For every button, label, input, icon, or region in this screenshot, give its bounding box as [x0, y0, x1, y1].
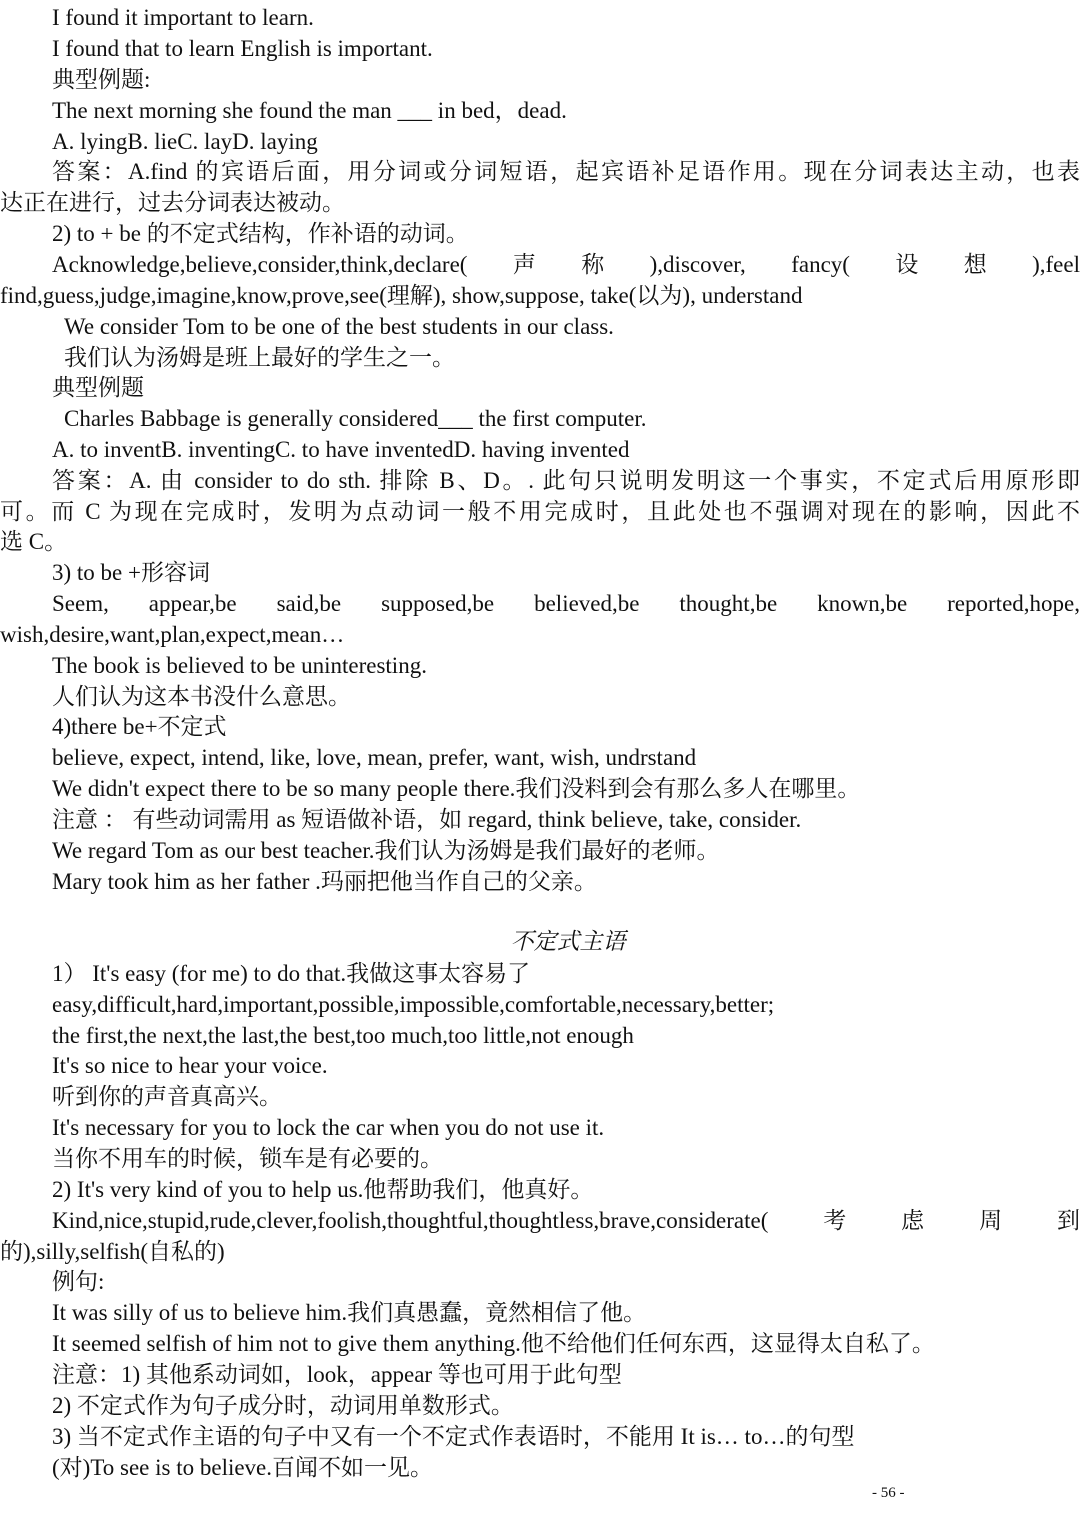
text-line: 注意：1) 其他系动词如，look，appear 等也可用于此句型: [52, 1362, 622, 1387]
text-line: We didn't expect there to be so many people there.我们没料到会有那么多人在哪里。: [52, 776, 861, 801]
text-line: The next morning she found the man ___ in bed，dead.: [52, 98, 567, 123]
text-line: 3) 当不定式作主语的句子中又有一个不定式作表语时，不能用 It is… to…的句型: [52, 1424, 855, 1449]
text-line: 1） It's easy (for me) to do that.我做这事太容易了: [52, 961, 531, 986]
text-line: Acknowledge,believe,consider,think,declare( 声 称 ),discover, fancy( 设 想 ),feel: [52, 252, 1080, 277]
text-line: It's so nice to hear your voice.: [52, 1053, 328, 1078]
text-line: easy,difficult,hard,important,possible,impossible,comfortable,necessary,better;: [52, 992, 775, 1017]
text-line: 的),silly,selfish(自私的): [0, 1239, 225, 1264]
text-line: 例句:: [52, 1269, 105, 1294]
text-line: 当你不用车的时候，锁车是有必要的。: [52, 1146, 443, 1171]
text-line: 3) to be +形容词: [52, 560, 210, 585]
text-line: We consider Tom to be one of the best students in our class.: [64, 314, 614, 339]
text-line: 4)there be+不定式: [52, 714, 227, 739]
text-line: I found it important to learn.: [52, 5, 314, 30]
text-line: 典型例题:: [52, 67, 151, 92]
text-line: It seemed selfish of him not to give them anything.他不给他们任何东西，这显得太自私了。: [52, 1331, 935, 1356]
text-line: I found that to learn English is important.: [52, 36, 433, 61]
text-line: believe, expect, intend, like, love, mean, prefer, want, wish, undrstand: [52, 745, 697, 770]
text-line: We regard Tom as our best teacher.我们认为汤姆是我们最好的老师。: [52, 838, 720, 863]
text-line: find,guess,judge,imagine,know,prove,see(理解), show,suppose, take(以为), understand: [0, 283, 803, 308]
text-line: It was silly of us to believe him.我们真愚蠢，竟然相信了他。: [52, 1300, 647, 1325]
text-line: 答案：A.find 的宾语后面，用分词或分词短语，起宾语补足语作用。现在分词表达主动，也表: [52, 159, 1080, 184]
text-line: A. to inventB. inventingC. to have inventedD. having invented: [52, 437, 630, 462]
text-line: 答案：A. 由 consider to do sth. 排除 B、D。. 此句只说明发明这一个事实，不定式后用原形即: [52, 468, 1080, 493]
text-line: Kind,nice,stupid,rude,clever,foolish,thoughtful,thoughtless,brave,considerate( 考 虑 周 到: [52, 1208, 1080, 1233]
text-line: 2) 不定式作为句子成分时，动词用单数形式。: [52, 1393, 514, 1418]
text-line: 注意 ： 有些动词需用 as 短语做补语，如 regard, think believe, take, consider.: [52, 807, 802, 832]
text-line: 听到你的声音真高兴。: [52, 1084, 282, 1109]
text-line: the first,the next,the last,the best,too much,too little,not enough: [52, 1023, 634, 1048]
text-line: Mary took him as her father .玛丽把他当作自己的父亲。: [52, 869, 597, 894]
text-line: 我们认为汤姆是班上最好的学生之一。: [64, 345, 455, 370]
text-line: 人们认为这本书没什么意思。: [52, 684, 351, 709]
text-line: 可。而 C 为现在完成时，发明为点动词一般不用完成时，且此处也不强调对现在的影响，因此不: [0, 499, 1080, 524]
section-heading: 不定式主语: [510, 929, 626, 954]
text-line: It's necessary for you to lock the car when you do not use it.: [52, 1115, 605, 1140]
text-line: Charles Babbage is generally considered___ the first computer.: [64, 406, 647, 431]
text-line: 典型例题: [52, 375, 144, 400]
page-number: - 56 -: [872, 1485, 905, 1501]
text-line: 达正在进行，过去分词表达被动。: [0, 190, 345, 215]
text-line: The book is believed to be uninteresting.: [52, 653, 427, 678]
text-line: 2) to + be 的不定式结构，作补语的动词。: [52, 221, 469, 246]
text-line: wish,desire,want,plan,expect,mean…: [0, 622, 345, 647]
text-line: 2) It's very kind of you to help us.他帮助我们，他真好。: [52, 1177, 594, 1202]
text-line: 选 C。: [0, 529, 68, 554]
text-line: A. lyingB. lieC. layD. laying: [52, 129, 318, 154]
text-line: (对)To see is to believe.百闻不如一见。: [52, 1455, 434, 1480]
text-line: Seem, appear,be said,be supposed,be believed,be thought,be known,be reported,hope,: [52, 591, 1080, 616]
